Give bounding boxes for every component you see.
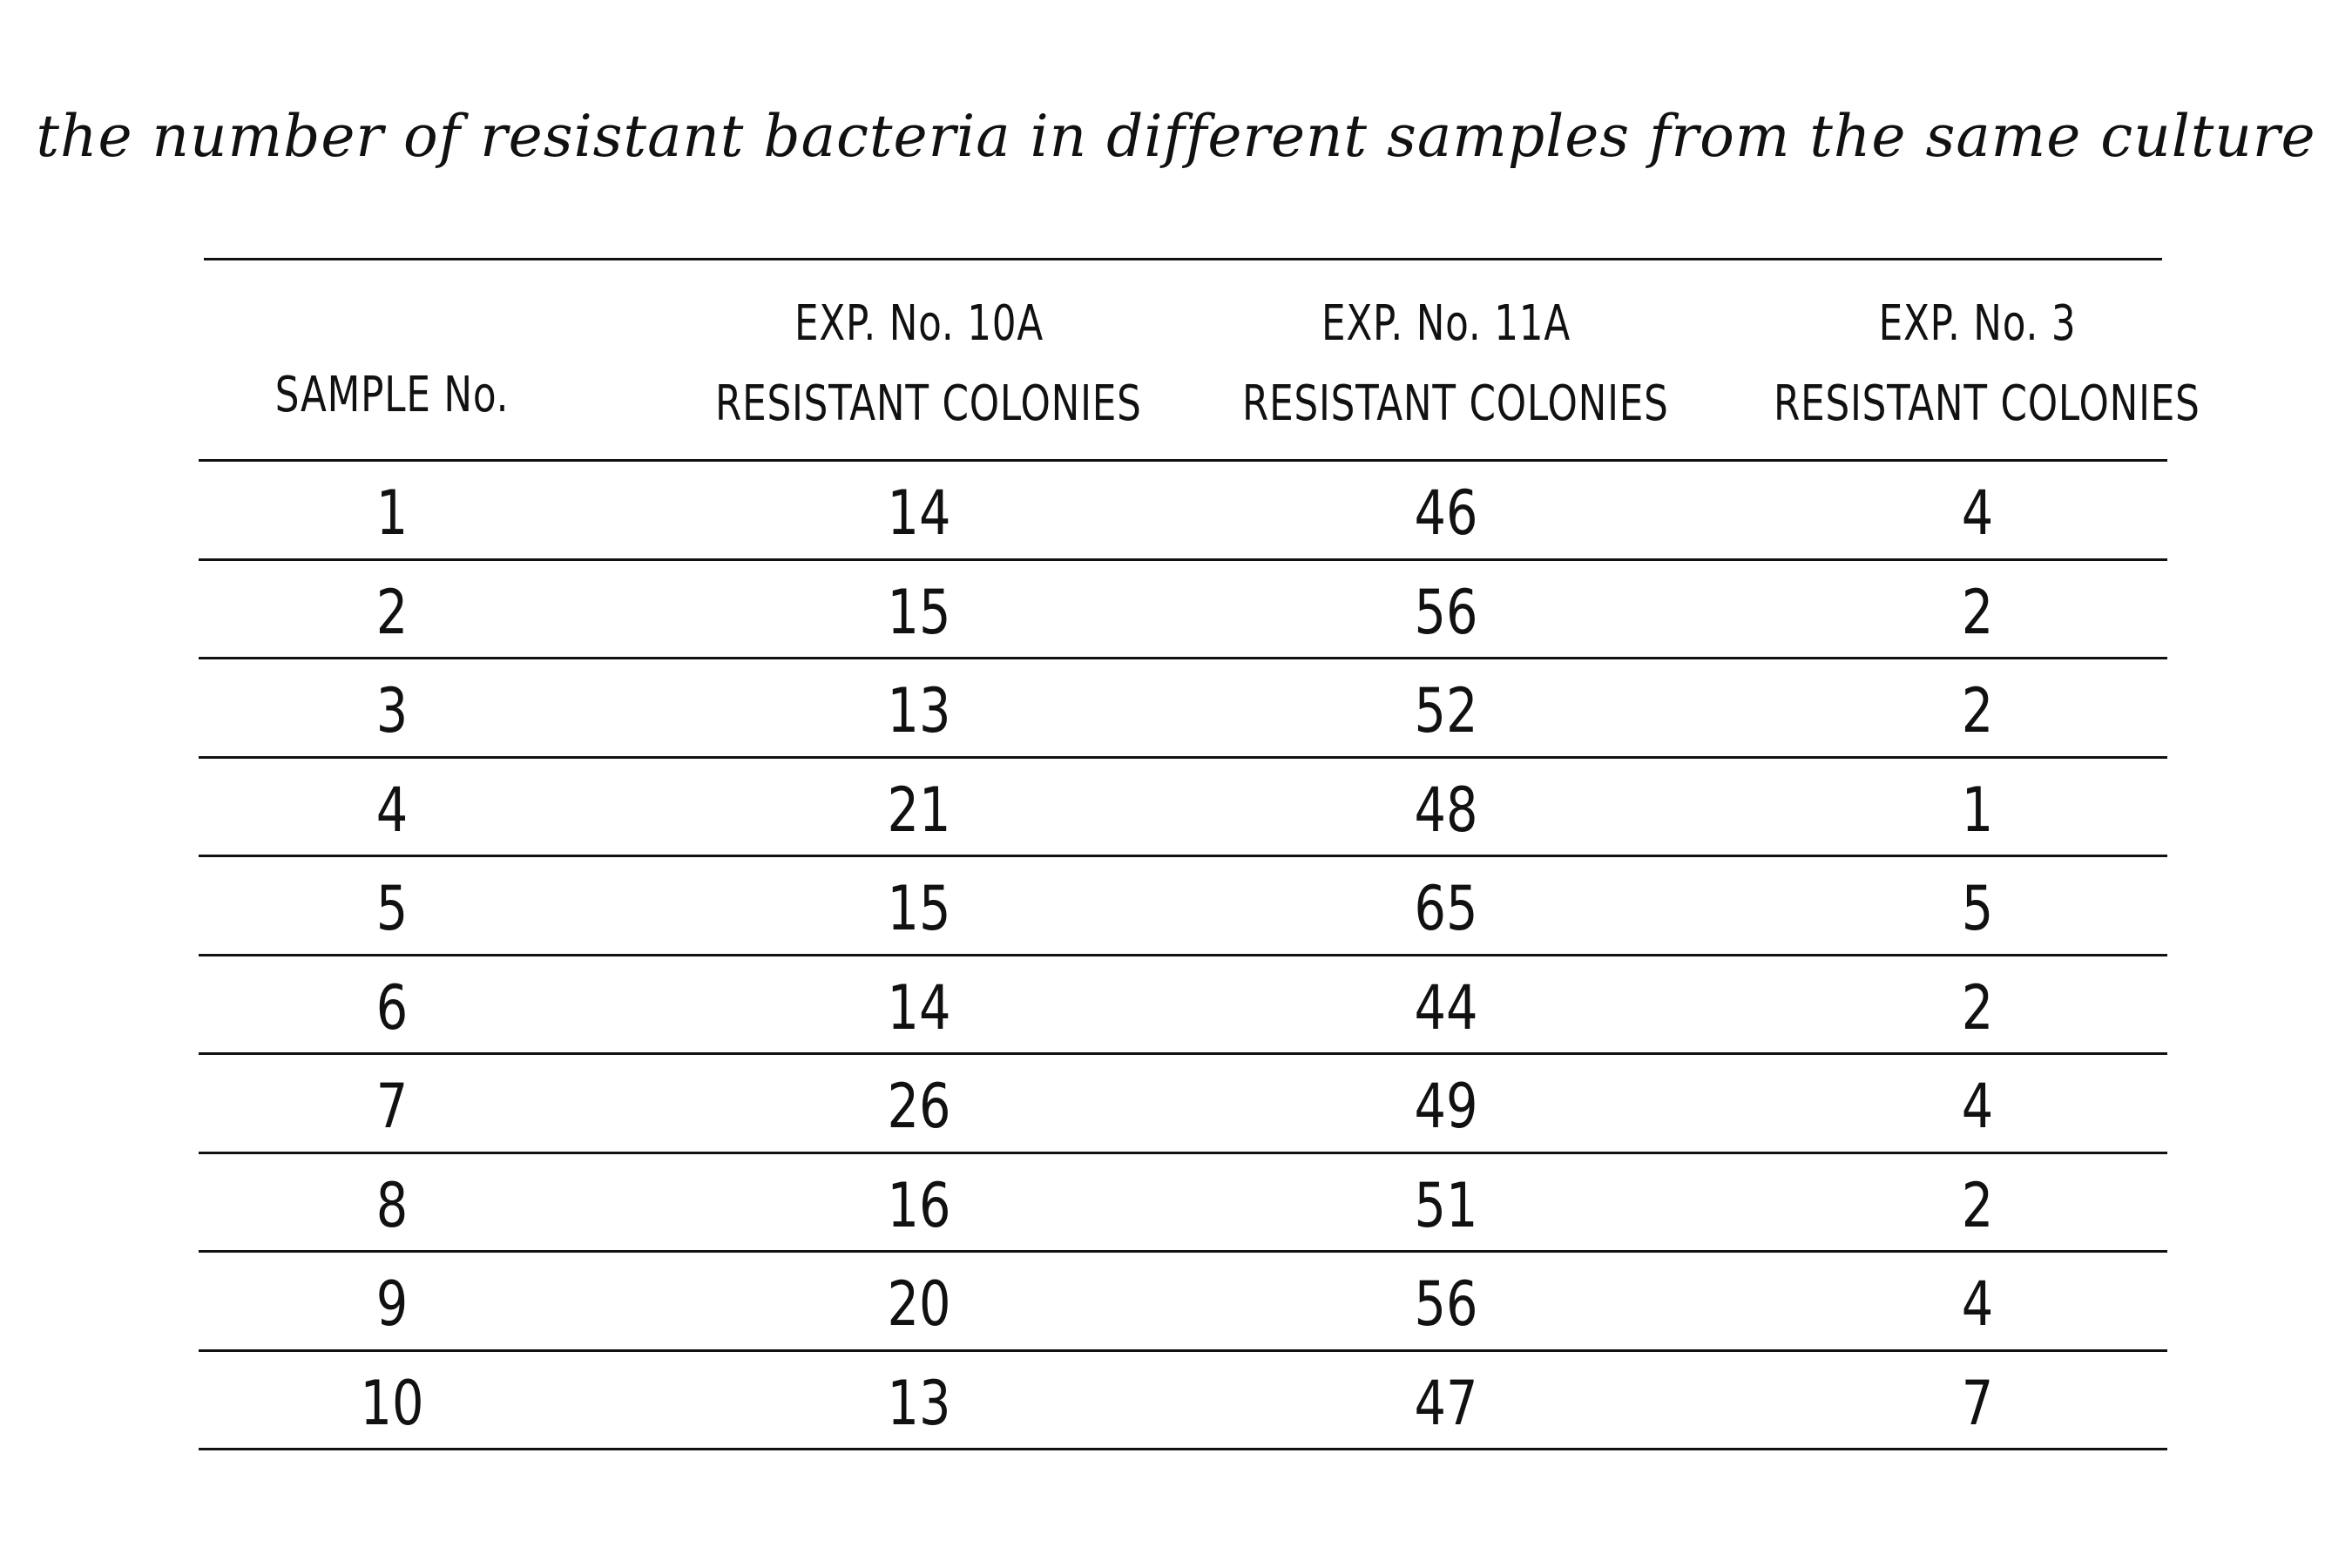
row-rule [199,1448,2167,1450]
sample-number-cell: 5 [375,873,409,944]
colony-count-cell: 47 [1414,1367,1478,1439]
colony-count-cell: 2 [1961,971,1994,1044]
sample-number-cell: 9 [375,1268,409,1340]
sample-number-cell: 2 [375,576,409,648]
column-header-measure: RESISTANT COLONIES [1774,375,2200,432]
column-header-experiment: EXP. No. 11A [1321,295,1571,352]
colony-count-cell: 4 [1961,1268,1994,1340]
colony-count-cell: 4 [1961,477,1994,549]
colony-count-cell: 65 [1414,873,1478,944]
column-header-measure: RESISTANT COLONIES [1242,375,1669,432]
header-bottom-rule [199,459,2167,462]
colony-count-cell: 13 [887,675,951,747]
colony-count-cell: 48 [1414,774,1478,846]
sample-number-cell: 8 [375,1169,409,1241]
colony-count-cell: 16 [887,1169,951,1241]
colony-count-cell: 1 [1961,774,1994,846]
column-header-experiment: EXP. No. 10A [794,295,1044,352]
row-rule [199,756,2167,759]
colony-count-cell: 51 [1414,1169,1478,1241]
colony-count-cell: 7 [1961,1367,1994,1439]
row-rule [199,1152,2167,1154]
row-rule [199,657,2167,659]
column-header-measure: RESISTANT COLONIES [715,375,1142,432]
colony-count-cell: 44 [1414,971,1478,1044]
colony-count-cell: 14 [887,477,951,549]
colony-count-cell: 2 [1961,576,1994,648]
colony-count-cell: 4 [1961,1071,1994,1142]
colony-count-cell: 14 [887,971,951,1044]
column-header-experiment: EXP. No. 3 [1878,295,2077,352]
row-rule [199,855,2167,857]
colony-count-cell: 21 [887,774,951,846]
column-header-sample: SAMPLE No. [274,367,510,423]
row-rule [199,1250,2167,1253]
colony-count-cell: 5 [1961,873,1994,944]
colony-count-cell: 2 [1961,1169,1994,1241]
header-top-rule [204,258,2162,260]
sample-number-cell: 7 [375,1071,409,1142]
row-rule [199,1349,2167,1352]
colony-count-cell: 49 [1414,1071,1478,1142]
colony-count-cell: 20 [887,1268,951,1340]
colony-count-cell: 15 [887,576,951,648]
row-rule [199,1052,2167,1055]
row-rule [199,954,2167,956]
table-title: the number of resistant bacteria in different samples from the same culture [36,103,2316,170]
colony-count-cell: 52 [1414,675,1478,747]
sample-number-cell: 4 [375,774,409,846]
colony-count-cell: 2 [1961,675,1994,747]
colony-count-cell: 56 [1414,1268,1478,1340]
colony-count-cell: 26 [887,1071,951,1142]
sample-number-cell: 6 [375,971,409,1044]
colony-count-cell: 15 [887,873,951,944]
sample-number-cell: 1 [375,477,409,549]
colony-count-cell: 56 [1414,576,1478,648]
colony-count-cell: 13 [887,1367,951,1439]
sample-number-cell: 10 [360,1367,424,1439]
colony-count-cell: 46 [1414,477,1478,549]
row-rule [199,558,2167,561]
sample-number-cell: 3 [375,675,409,747]
